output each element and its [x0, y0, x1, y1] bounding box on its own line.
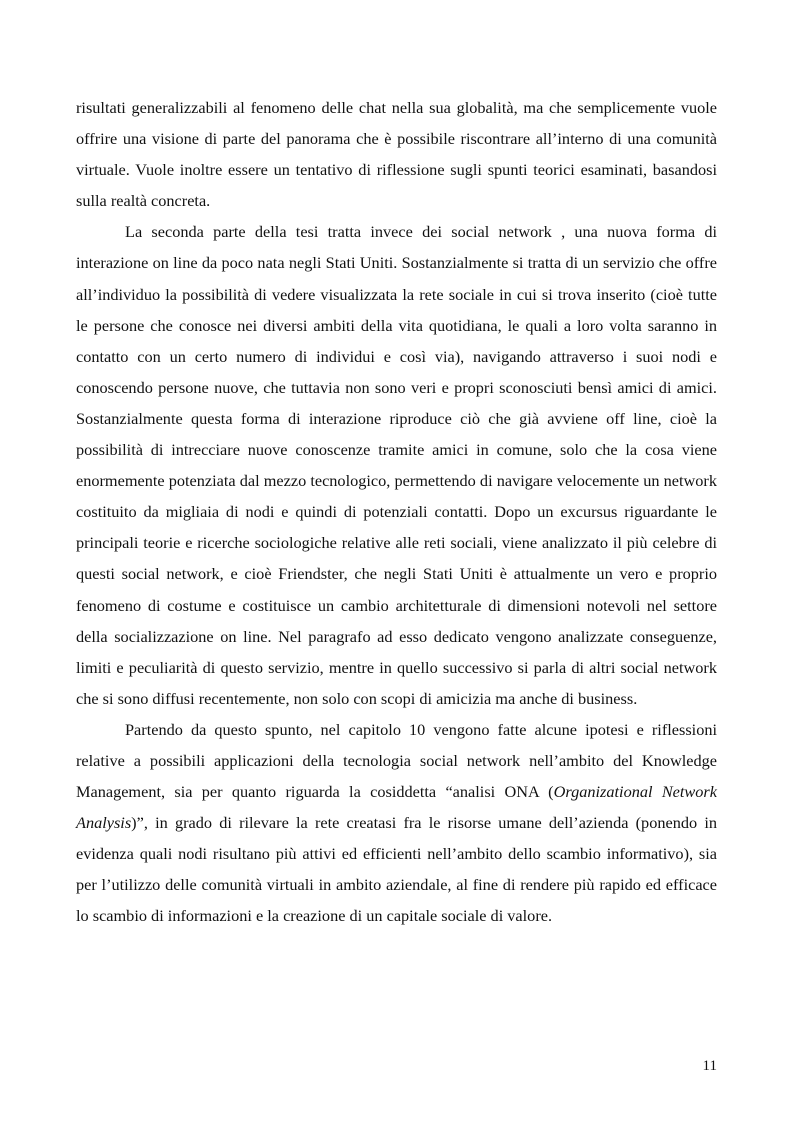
page-number: 11: [702, 1058, 717, 1074]
paragraph-text: )”, in grado di rilevare la rete creatasi fra le risorse umane dell’azienda (ponendo in evidenza quali nodi risultano più attivi ed efficienti nell’ambito dello scambio informativo), sia per l’utilizzo delle comunità virtuali in ambito aziendale, al fine di rendere più rapido ed efficace lo scambio di informazioni e la creazione di un capitale sociale di valore.: [76, 813, 717, 926]
paragraph-text: risultati generalizzabili al fenomeno delle chat nella sua globalità, ma che semplicemente vuole offrire una visione di parte del panorama che è possibile riscontrare all’interno di una comunità virtuale. Vuole inoltre essere un tentativo di riflessione sugli spunti teorici esaminati, basandosi sulla realtà concreta.: [76, 98, 717, 211]
paragraph-text: Partendo da questo spunto, nel capitolo 10 vengono fatte alcune ipotesi e riflessioni relative a possibili applicazioni della tecnologia social network nell’ambito del Knowledge Management, sia per quanto riguarda la cosiddetta “analisi ONA (: [76, 719, 717, 802]
body-text: [76, 92, 717, 932]
paragraph: [76, 92, 717, 216]
paragraph: [76, 216, 717, 714]
paragraph-text: La seconda parte della tesi tratta invece dei social network , una nuova forma di interazione on line da poco nata negli Stati Uniti. Sostanzialmente si tratta di un servizio che offre all’individuo la possibilità di vedere visualizzata la rete sociale in cui si trova inserito (cioè tutte le persone che conosce nei diversi ambiti della vita quotidiana, le quali a loro volta saranno in contatto con un certo numero di individui e così via), navigando attraverso i suoi nodi e conoscendo persone nuove, che tuttavia non sono veri e propri sconosciuti bensì amici di amici. Sostanzialmente questa forma di interazione riproduce ciò che già avviene off line, cioè la possibilità di intrecciare nuove conoscenze tramite amici in comune, solo che la cosa viene enormemente potenziata dal mezzo tecnologico, permettendo di navigare velocemente un network costituito da migliaia di nodi e quindi di potenziali contatti. Dopo un excursus riguardante le principali teorie e ricerche sociologiche relative alle reti sociali, viene analizzato il più celebre di questi social network, e cioè Friendster, che negli Stati Uniti è attualmente un vero e proprio fenomeno di costume e costituisce un cambio architetturale di dimensioni notevoli nel settore della socializzazione on line. Nel paragrafo ad esso dedicato vengono analizzate conseguenze, limiti e peculiarità di questo servizio, mentre in quello successivo si parla di altri social network che si sono diffusi recentemente, non solo con scopi di amicizia ma anche di business.: [76, 222, 717, 708]
italic-term: Organizational Network Analysis: [76, 782, 717, 833]
paragraph: [76, 714, 717, 932]
